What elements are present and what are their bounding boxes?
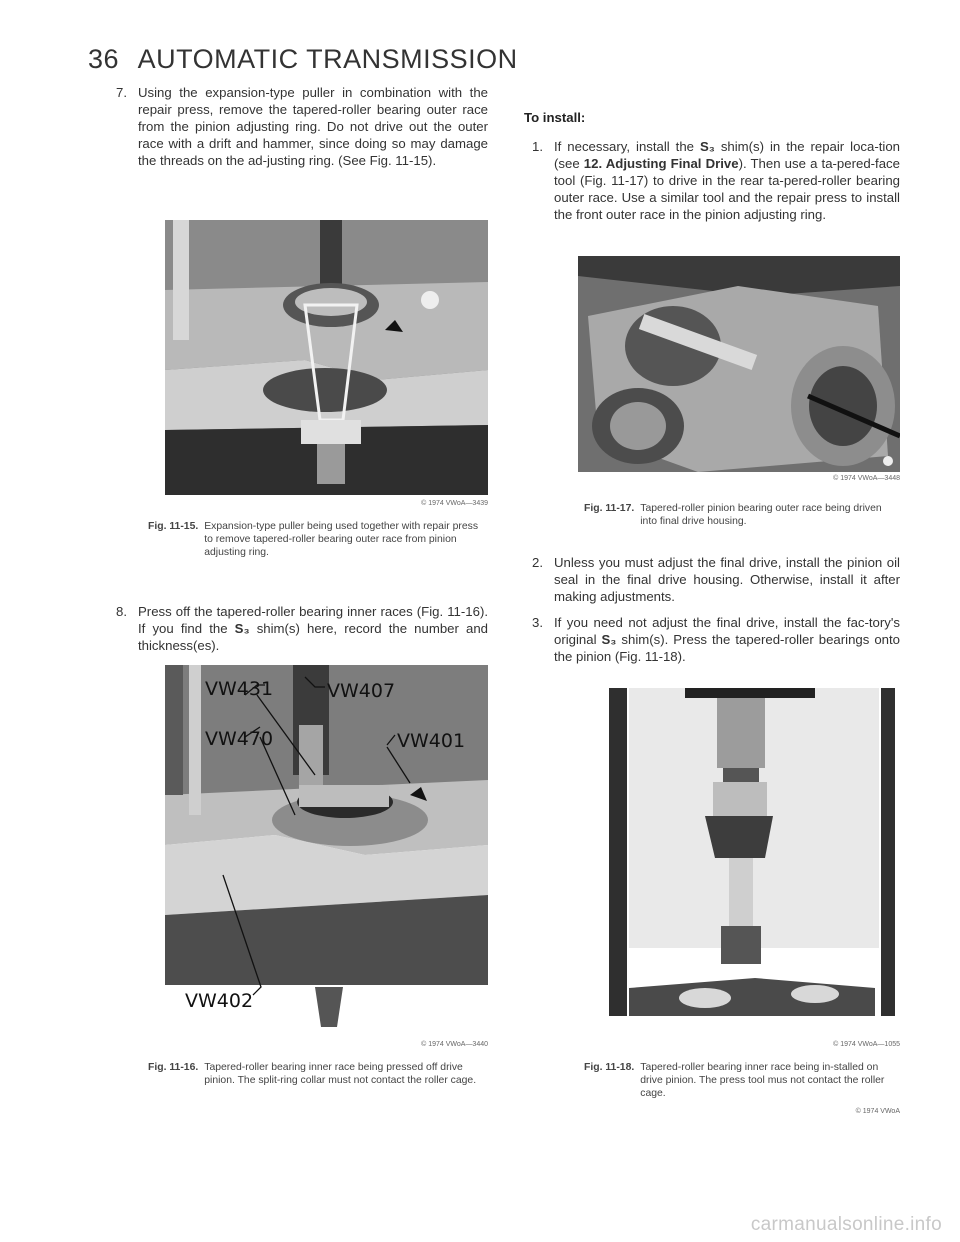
step-8 (116, 603, 488, 654)
fig-11-18-photo (605, 688, 900, 1016)
fig-11-16-caption (148, 1061, 488, 1087)
step-2-text: Unless you must adjust the final drive, install the pinion oil seal in the final drive housing. Otherwise, install it after making adjustments. (554, 555, 900, 604)
step-1-number: 1. (532, 139, 543, 154)
fig-11-17-credit: © 1974 VWoA—3448 (833, 475, 900, 482)
step-1 (532, 138, 900, 223)
callout-vw401: VW401 (397, 730, 466, 752)
step-7-number: 7. (116, 85, 127, 100)
fig-11-15-caption-text: Expansion-type puller being used together with repair press to remove tapered-roller bearing outer race from pinion adjusting ring. (204, 521, 479, 558)
step-3-text-end: shim(s). Press the tapered-roller bearings onto the pinion (Fig. 11-18). (554, 632, 900, 664)
install-heading: To install: (524, 110, 586, 125)
fig-11-18-label: Fig. 11-18. (584, 1062, 635, 1073)
fig-11-17-caption-text: Tapered-roller pinion bearing outer race being driven into final drive housing. (640, 503, 882, 527)
fig-11-15-label: Fig. 11-15. (148, 521, 199, 532)
fig-11-18-caption-text: Tapered-roller bearing inner race being in-stalled on drive pinion. The press tool mus not contact the roller cage. (640, 1062, 885, 1099)
step-3-shim: S₃ (601, 632, 617, 647)
fig-11-16-caption-text: Tapered-roller bearing inner race being pressed off drive pinion. The split-ring collar must not contact the roller cage. (204, 1062, 477, 1086)
step-7 (116, 84, 488, 169)
fig-11-16-photo (165, 665, 488, 1027)
fig-11-15-photo (165, 220, 488, 495)
step-2 (532, 554, 900, 605)
watermark: carmanualsonline.info (750, 1214, 942, 1235)
step-3-number: 3. (532, 615, 543, 630)
step-3-text-start: If you need not adjust the final drive, install the fac-tory's original (554, 615, 900, 647)
step-7-text: Using the expansion-type puller in combination with the repair press, remove the tapered-roller bearing outer race from the pinion adjusting ring. Do not drive out the outer race with a drift and hammer, since doing so may damage the threads on the ad-justing ring. (See Fig. 11-15). (138, 85, 488, 168)
step-1-reference: 12. Adjusting Final Drive (583, 156, 739, 171)
step-8-shim: S₃ (234, 621, 250, 636)
fig-11-15-credit: © 1974 VWoA—3439 (421, 500, 488, 507)
fig-11-15-caption (148, 520, 488, 559)
step-3 (532, 614, 900, 665)
step-1-text-start: If necessary, install the (554, 139, 700, 154)
fig-11-17-label: Fig. 11-17. (584, 503, 635, 514)
fig-11-16-label: Fig. 11-16. (148, 1062, 199, 1073)
step-8-number: 8. (116, 604, 127, 619)
fig-11-17-photo (578, 256, 900, 472)
step-2-number: 2. (532, 555, 543, 570)
step-1-shim: S₃ (699, 139, 715, 154)
footer-credit: © 1974 VWoA (855, 1108, 900, 1115)
step-8-text-end: shim(s) here, record the number and thickness(es). (138, 621, 488, 653)
fig-11-18-credit: © 1974 VWoA—1055 (833, 1041, 900, 1048)
fig-11-18-caption (584, 1061, 900, 1100)
page-header (88, 44, 518, 75)
callout-vw407: VW407 (327, 680, 396, 702)
callout-vw431: VW431 (205, 678, 274, 700)
step-1-text-end: ). Then use a ta-pered-face tool (Fig. 11-17) to drive in the rear ta-pered-roller bearing outer race. Use a similar tool and the repair press to install the front outer race in the pinion adjusting ring. (554, 156, 900, 222)
callout-vw470: VW470 (205, 728, 274, 750)
page-number: 36 (88, 44, 120, 74)
fig-11-16-credit: © 1974 VWoA—3440 (421, 1041, 488, 1048)
fig-11-17-caption (584, 502, 900, 528)
chapter-title: AUTOMATIC TRANSMISSION (137, 44, 518, 74)
step-1-text-mid: shim(s) in the repair loca-tion (see (554, 139, 900, 171)
callout-vw402: VW402 (185, 990, 254, 1012)
step-8-text-start: Press off the tapered-roller bearing inner races (Fig. 11-16). If you find the (138, 604, 488, 636)
